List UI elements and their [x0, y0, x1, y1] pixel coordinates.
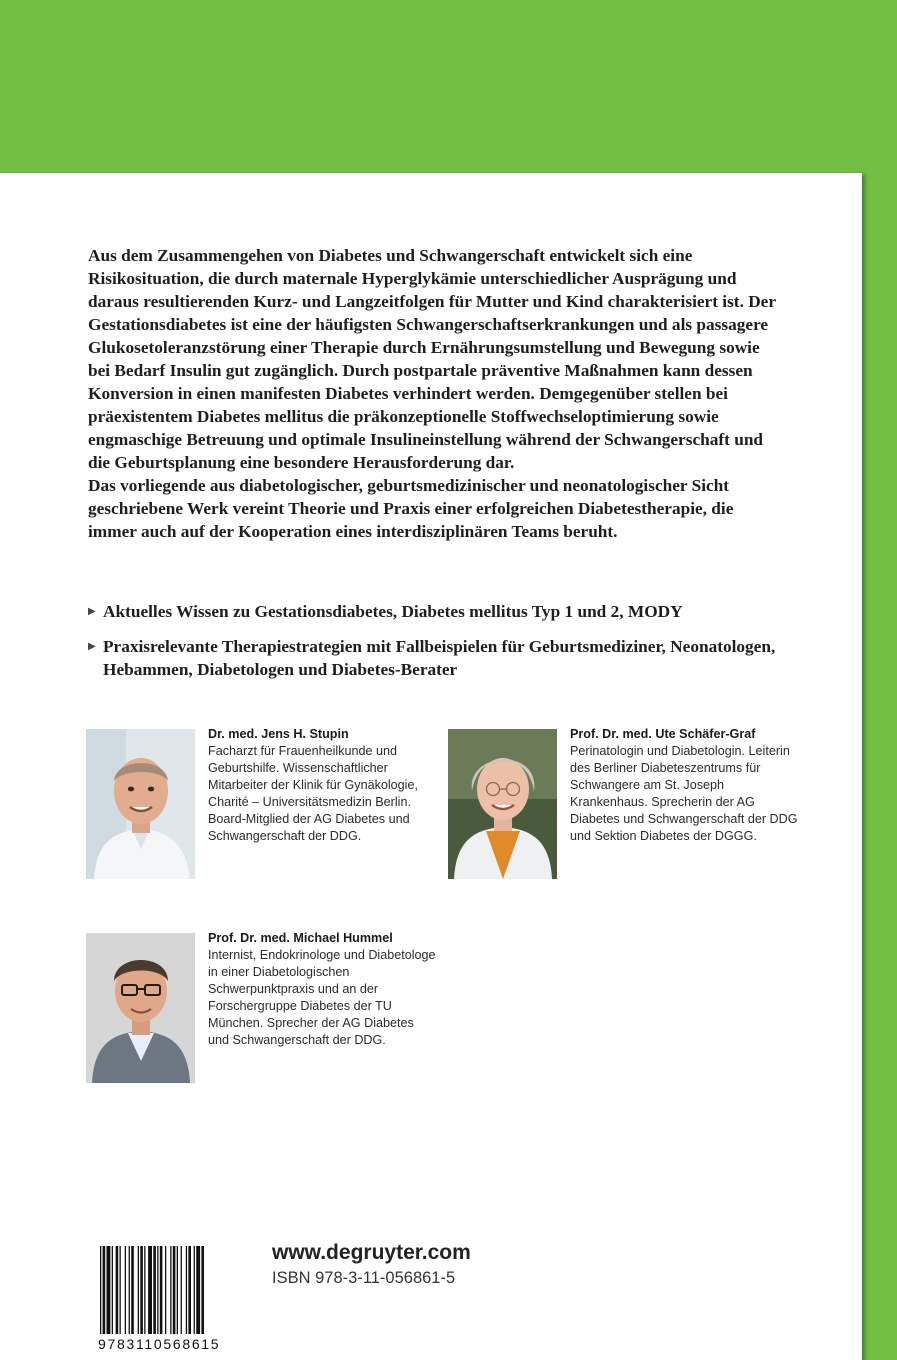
publisher-url[interactable]: www.degruyter.com	[272, 1241, 471, 1264]
author-description: Facharzt für Frauenheilkunde und Geburtshilfe. Wissenschaftlicher Mitarbeiter der Klinik für Gynäkologie, Charité – Universitätsmedizin Berlin. Board-Mitglied der AG Diabetes und Schwangerschaft der DDG.	[208, 744, 418, 843]
author-bio	[570, 726, 800, 845]
feature-list	[88, 600, 788, 693]
author-name: Dr. med. Jens H. Stupin	[208, 727, 349, 741]
bullet-text: Aktuelles Wissen zu Gestationsdiabetes, Diabetes mellitus Typ 1 und 2, MODY	[103, 602, 683, 621]
back-cover-page	[0, 173, 862, 1360]
blurb-paragraph-1: Aus dem Zusammengehen von Diabetes und Schwangerschaft entwickelt sich eine Risikosituation, die durch maternale Hyperglykämie unterschiedlicher Ausprägung und daraus resultierenden Kurz- und Langzeitfolgen für Mutter und Kind charakterisiert ist. Der Gestationsdiabetes ist eine der häufigsten Schwangerschaftserkrankungen und als passagere Glukosetoleranzstörung einer Therapie durch Ernährungsumstellung und Bewegung sowie bei Bedarf Insulin gut zugänglich. Durch postpartale präventive Maßnahmen kann dessen Konversion in einen manifesten Diabetes verhindert werden. Demgegenüber stellen bei präexistentem Diabetes mellitus die präkonzeptionelle Stoffwechseloptimierung sowie engmaschige Betreuung und optimale Insulineinstellung während der Schwangerschaft und die Geburtsplanung eine besondere Herausforderung dar.	[88, 246, 776, 472]
list-item	[88, 600, 788, 623]
author-bio	[208, 930, 438, 1049]
blurb-paragraph-2: Das vorliegende aus diabetologischer, geburtsmedizinischer und neonatologischer Sicht geschriebene Werk vereint Theorie und Praxis einer erfolgreichen Diabetestherapie, die immer auch auf der Kooperation eines interdisziplinären Teams beruht.	[88, 476, 734, 541]
barcode-bars	[98, 1246, 250, 1334]
author-photo	[448, 729, 557, 879]
triangle-bullet-icon: ▶	[88, 606, 96, 617]
author-bio	[208, 726, 438, 845]
isbn-number: ISBN 978-3-11-056861-5	[272, 1269, 456, 1287]
author-description: Internist, Endokrinologe und Diabetologe in einer Diabetologischen Schwerpunktpraxis und an der Forschergruppe Diabetes der TU München. Sprecher der AG Diabetes und Schwangerschaft der DDG.	[208, 948, 436, 1047]
barcode-digits: 9783110568615	[98, 1336, 221, 1352]
isbn-barcode	[98, 1246, 250, 1352]
blurb-text	[88, 244, 778, 543]
triangle-bullet-icon: ▶	[88, 641, 96, 652]
author-name: Prof. Dr. med. Ute Schäfer-Graf	[570, 727, 756, 741]
author-photo	[86, 933, 195, 1083]
author-photo	[86, 729, 195, 879]
author-name: Prof. Dr. med. Michael Hummel	[208, 931, 393, 945]
publisher-info	[272, 1241, 471, 1288]
author-description: Perinatologin und Diabetologin. Leiterin des Berliner Diabeteszentrums für Schwangere am St. Joseph Krankenhaus. Sprecherin der AG Diabetes und Schwangerschaft der DDG und Sektion Diabetes der DGGG.	[570, 744, 798, 843]
bullet-text: Praxisrelevante Therapiestrategien mit Fallbeispielen für Geburtsmediziner, Neonatologen, Hebammen, Diabetologen und Diabetes-Berater	[103, 637, 776, 679]
list-item	[88, 635, 788, 681]
